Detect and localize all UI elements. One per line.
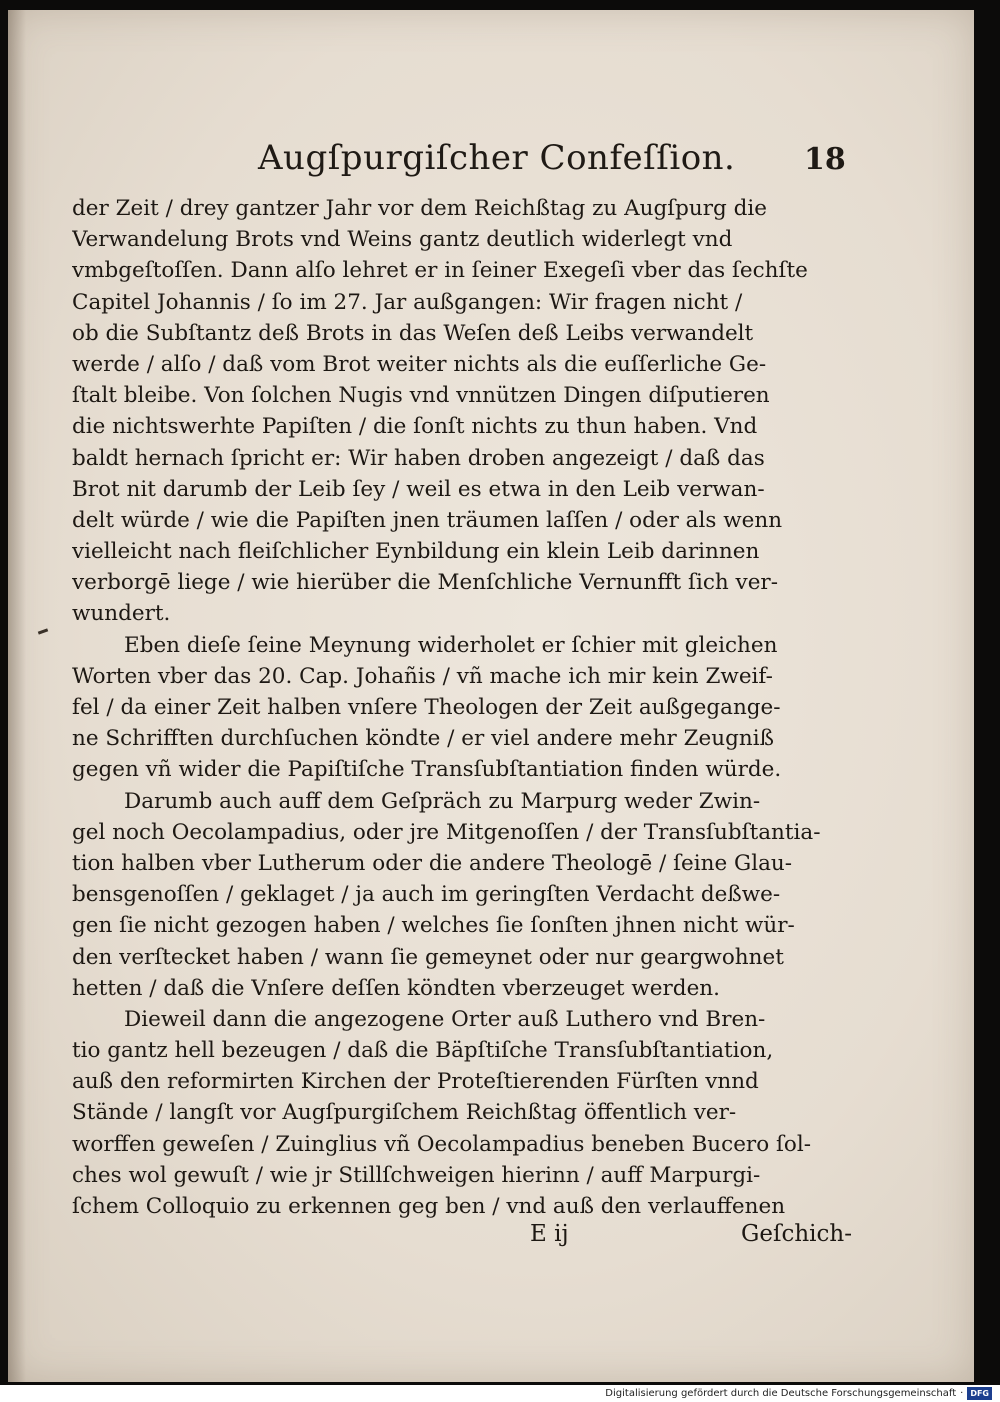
- text-line: Verwandelung Brots vnd Weins gantz deutlich widerlegt vnd: [72, 227, 733, 253]
- text-line: bensgenoſſen / geklaget / ja auch im geringſten Verdacht deßwe-: [72, 882, 781, 908]
- text-line: Stände / langſt vor Augſpurgiſchem Reichßtag öffentlich ver-: [72, 1100, 737, 1126]
- text-line: ſtalt bleibe. Von ſolchen Nugis vnd vnnützen Dingen diſputieren: [72, 383, 770, 409]
- text-line: Eben dieſe ſeine Meynung widerholet er ſchier mit gleichen: [124, 632, 778, 658]
- text-line: Dieweil dann die angezogene Orter auß Luthero vnd Bren-: [124, 1006, 766, 1032]
- margin-mark: [38, 628, 48, 634]
- text-line: ne Schrifften durchſuchen köndte / er viel andere mehr Zeugniß: [72, 726, 774, 752]
- text-line: den verſtecket haben / wann ſie gemeynet oder nur geargwohnet: [72, 944, 784, 970]
- signature-mark: E ij: [530, 1221, 569, 1247]
- text-line: ob die Subſtantz deß Brots in das Weſen deß Leibs verwandelt: [72, 320, 754, 346]
- text-line: wundert.: [72, 601, 171, 627]
- text-line: vmbgeſtoſſen. Dann alſo lehret er in ſeiner Exegeſi vber das ſechſte: [72, 258, 808, 284]
- text-line: gen ſie nicht gezogen haben / welches ſie ſonſten jhnen nicht wür-: [72, 913, 795, 939]
- text-line: werde / alſo / daß vom Brot weiter nichts als die euſſerliche Ge-: [72, 351, 767, 377]
- text-line: tion halben vber Lutherum oder die andere Theologē / ſeine Glau-: [72, 850, 793, 876]
- text-line: worffen geweſen / Zuinglius vñ Oecolampadius beneben Bucero ſol-: [72, 1131, 812, 1157]
- text-line: Worten vber das 20. Cap. Johañis / vñ mache ich mir kein Zweif-: [72, 663, 773, 689]
- text-line: hetten / daß die Vnſere deſſen köndten vberzeuget werden.: [72, 975, 720, 1001]
- running-title: Augſpurgiſcher Confeſſion.: [258, 138, 736, 178]
- text-line: die nichtswerhte Papiſten / die ſonſt nichts zu thun haben. Vnd: [72, 414, 758, 440]
- page-number: 18: [804, 142, 846, 177]
- text-line: Darumb auch auff dem Geſpräch zu Marpurg weder Zwin-: [124, 788, 761, 814]
- text-line: delt würde / wie die Papiſten jnen träumen laſſen / oder als wenn: [72, 507, 783, 533]
- text-line: der Zeit / drey gantzer Jahr vor dem Reichßtag zu Augſpurg die: [72, 196, 768, 221]
- text-line: gel noch Oecolampadius, oder jre Mitgenoſſen / der Transſubſtantia-: [72, 819, 821, 845]
- book-page: [8, 10, 974, 1382]
- digitization-credit: Digitalisierung gefördert durch die Deutsche Forschungsgemeinschaft · DFG: [605, 1386, 992, 1400]
- text-line: ſchem Colloquio zu erkennen geg ben / vnd auß den verlauffenen: [72, 1194, 786, 1219]
- text-line: tio gantz hell bezeugen / daß die Bäpſtiſche Transſubſtantiation,: [72, 1038, 774, 1064]
- text-line: vielleicht nach fleiſchlicher Eynbildung ein klein Leib darinnen: [72, 539, 760, 565]
- body-text: [72, 193, 852, 1222]
- catchword: Geſchich-: [740, 1221, 852, 1247]
- dfg-logo: DFG: [967, 1387, 992, 1400]
- text-line: baldt hernach ſpricht er: Wir haben droben angezeigt / daß das: [72, 445, 765, 471]
- credit-text: Digitalisierung gefördert durch die Deutsche Forschungsgemeinschaft: [605, 1387, 957, 1399]
- text-line: ches wol gewuſt / wie jr Stillſchweigen hierinn / auff Marpurgi-: [72, 1162, 761, 1188]
- text-line: Brot nit darumb der Leib ſey / weil es etwa in den Leib verwan-: [72, 476, 765, 502]
- page-footer: [72, 1221, 852, 1253]
- text-line: Capitel Johannis / ſo im 27. Jar außgangen: Wir fragen nicht /: [72, 289, 743, 315]
- text-line: verborgē liege / wie hierüber die Menſchliche Vernunfft ſich ver-: [72, 570, 778, 596]
- text-line: auß den reformirten Kirchen der Proteſtierenden Fürſten vnnd: [72, 1069, 759, 1095]
- text-line: fel / da einer Zeit halben vnſere Theologen der Zeit außgegange-: [72, 695, 781, 720]
- text-line: gegen vñ wider die Papiſtiſche Transſubſtantiation finden würde.: [72, 757, 782, 783]
